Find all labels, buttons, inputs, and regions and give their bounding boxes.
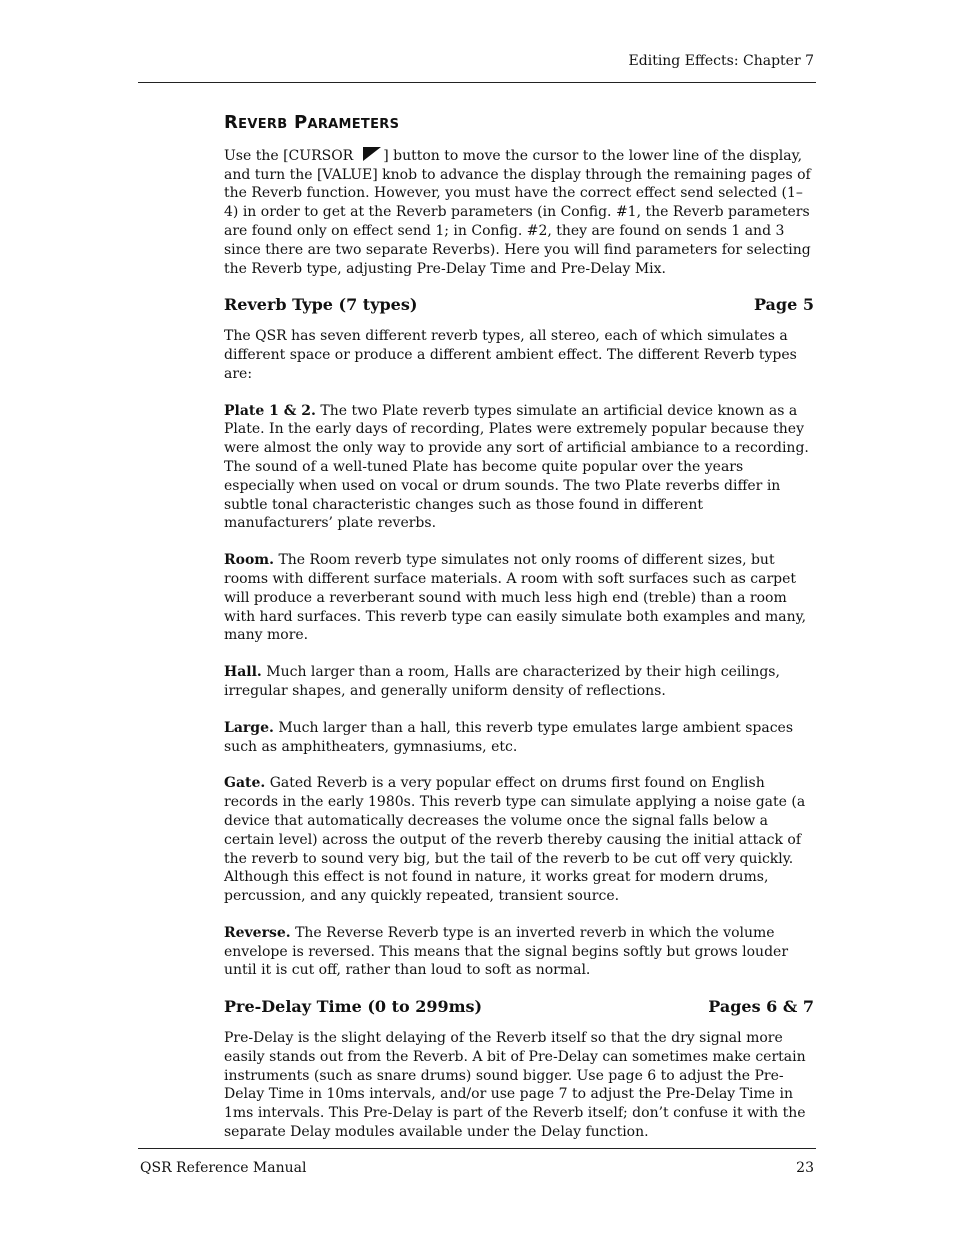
reverb-type-page: Page 5 <box>753 295 814 315</box>
reverb-type-gate <box>224 774 814 906</box>
page-header: Editing Effects: Chapter 7 <box>628 53 814 69</box>
type-description: Gated Reverb is a very popular effect on drums first found on English records in the early 1980s. This reverb type can simulate applying a noise gate (a device that automatically decreases the volume once the signal falls below a certain level) across the output of the reverb thereby causing the initial attack of the reverb to sound very big, but the tail of the reverb to be cut off very quickly. Although this effect is not found in nature, it works great for modern drums, percussion, and any quickly repeated, transient source. <box>224 775 806 905</box>
footer-rule <box>138 1148 816 1149</box>
type-name: Room. <box>224 552 274 569</box>
type-description: The Room reverb type simulates not only rooms of different sizes, but rooms with different surface materials. A room with soft surfaces such as carpet will produce a reverberant sound with much less high end (treble) than a room with hard surfaces. This reverb type can easily simulate both examples and many, many more. <box>224 552 807 644</box>
reverb-type-reverse <box>224 924 814 980</box>
reverb-type-large <box>224 719 814 757</box>
type-name: Hall. <box>224 664 262 681</box>
predelay-paragraph: Pre-Delay is the slight delaying of the Reverb itself so that the dry signal more easily stands out from the Reverb. A bit of Pre-Delay can sometimes make certain instruments (such as snare drums) sound bigger. Use page 6 to adjust the Pre-Delay Time in 10ms intervals, and/or use page 7 to adjust the Pre-Delay Time in 1ms intervals. This Pre-Delay is part of the Reverb itself; don’t confuse it with the separate Delay modules available under the Delay function. <box>224 1030 806 1141</box>
type-description: Much larger than a room, Halls are characterized by their high ceilings, irregular shapes, and generally uniform density of reflections. <box>224 664 780 699</box>
predelay-title: Pre-Delay Time (0 to 299ms) <box>224 997 483 1017</box>
reverb-type-heading <box>224 296 814 315</box>
type-description: The Reverse Reverb type is an inverted reverb in which the volume envelope is reversed. This means that the signal begins softly but grows louder until it is cut off, rather than loud to soft as normal. <box>224 924 789 979</box>
type-name: Gate. <box>224 775 266 792</box>
intro-paragraph <box>224 147 814 279</box>
header-rule <box>138 82 816 83</box>
reverb-type-hall <box>224 663 814 701</box>
footer-manual-title: QSR Reference Manual <box>140 1160 307 1176</box>
type-description: Much larger than a hall, this reverb type emulates large ambient spaces such as amphitheaters, gymnasiums, etc. <box>224 719 794 755</box>
reverb-type-room <box>224 551 814 645</box>
predelay-heading <box>224 998 814 1017</box>
reverb-type-plate <box>224 402 814 534</box>
intro-text-after: ] button to move the cursor to the lower line of the display, and turn the [VALUE] knob to advance the display through the remaining pages of the Reverb function. However, you must have the correct effect send selected (1–4) in order to get at the Reverb parameters (in Config. #1, the Reverb parameters are found only on effect send 1; in Config. #2, they are found on sends 1 and 3 since there are two separate Reverbs). Here you will find parameters for selecting the Reverb type, adjusting Pre-Delay Time and Pre-Delay Mix. <box>224 147 811 277</box>
reverb-type-intro: The QSR has seven different reverb types, all stereo, each of which simulates a different space or produce a different ambient effect. The different Reverb types are: <box>224 328 797 382</box>
type-name: Large. <box>224 719 274 736</box>
page-number: 23 <box>796 1160 814 1176</box>
section-title: Reverb Parameters <box>224 112 400 133</box>
cursor-right-arrow-icon <box>363 147 381 161</box>
page-content <box>224 114 814 1160</box>
type-description: The two Plate reverb types simulate an artificial device known as a Plate. In the early days of recording, Plates were extremely popular because they were almost the only way to provide any sort of artificial ambiance to a recording. The sound of a well-tuned Plate has become quite popular over the years especially when used on vocal or drum sounds. The two Plate reverbs differ in subtle tonal characteristic changes such as those found in different manufacturers’ plate reverbs. <box>224 402 809 532</box>
type-name: Reverse. <box>224 924 291 941</box>
intro-text-before: Use the [CURSOR <box>224 147 354 164</box>
reverb-type-title: Reverb Type (7 types) <box>224 295 418 315</box>
type-name: Plate 1 & 2. <box>224 402 316 419</box>
predelay-page: Pages 6 & 7 <box>708 997 814 1017</box>
